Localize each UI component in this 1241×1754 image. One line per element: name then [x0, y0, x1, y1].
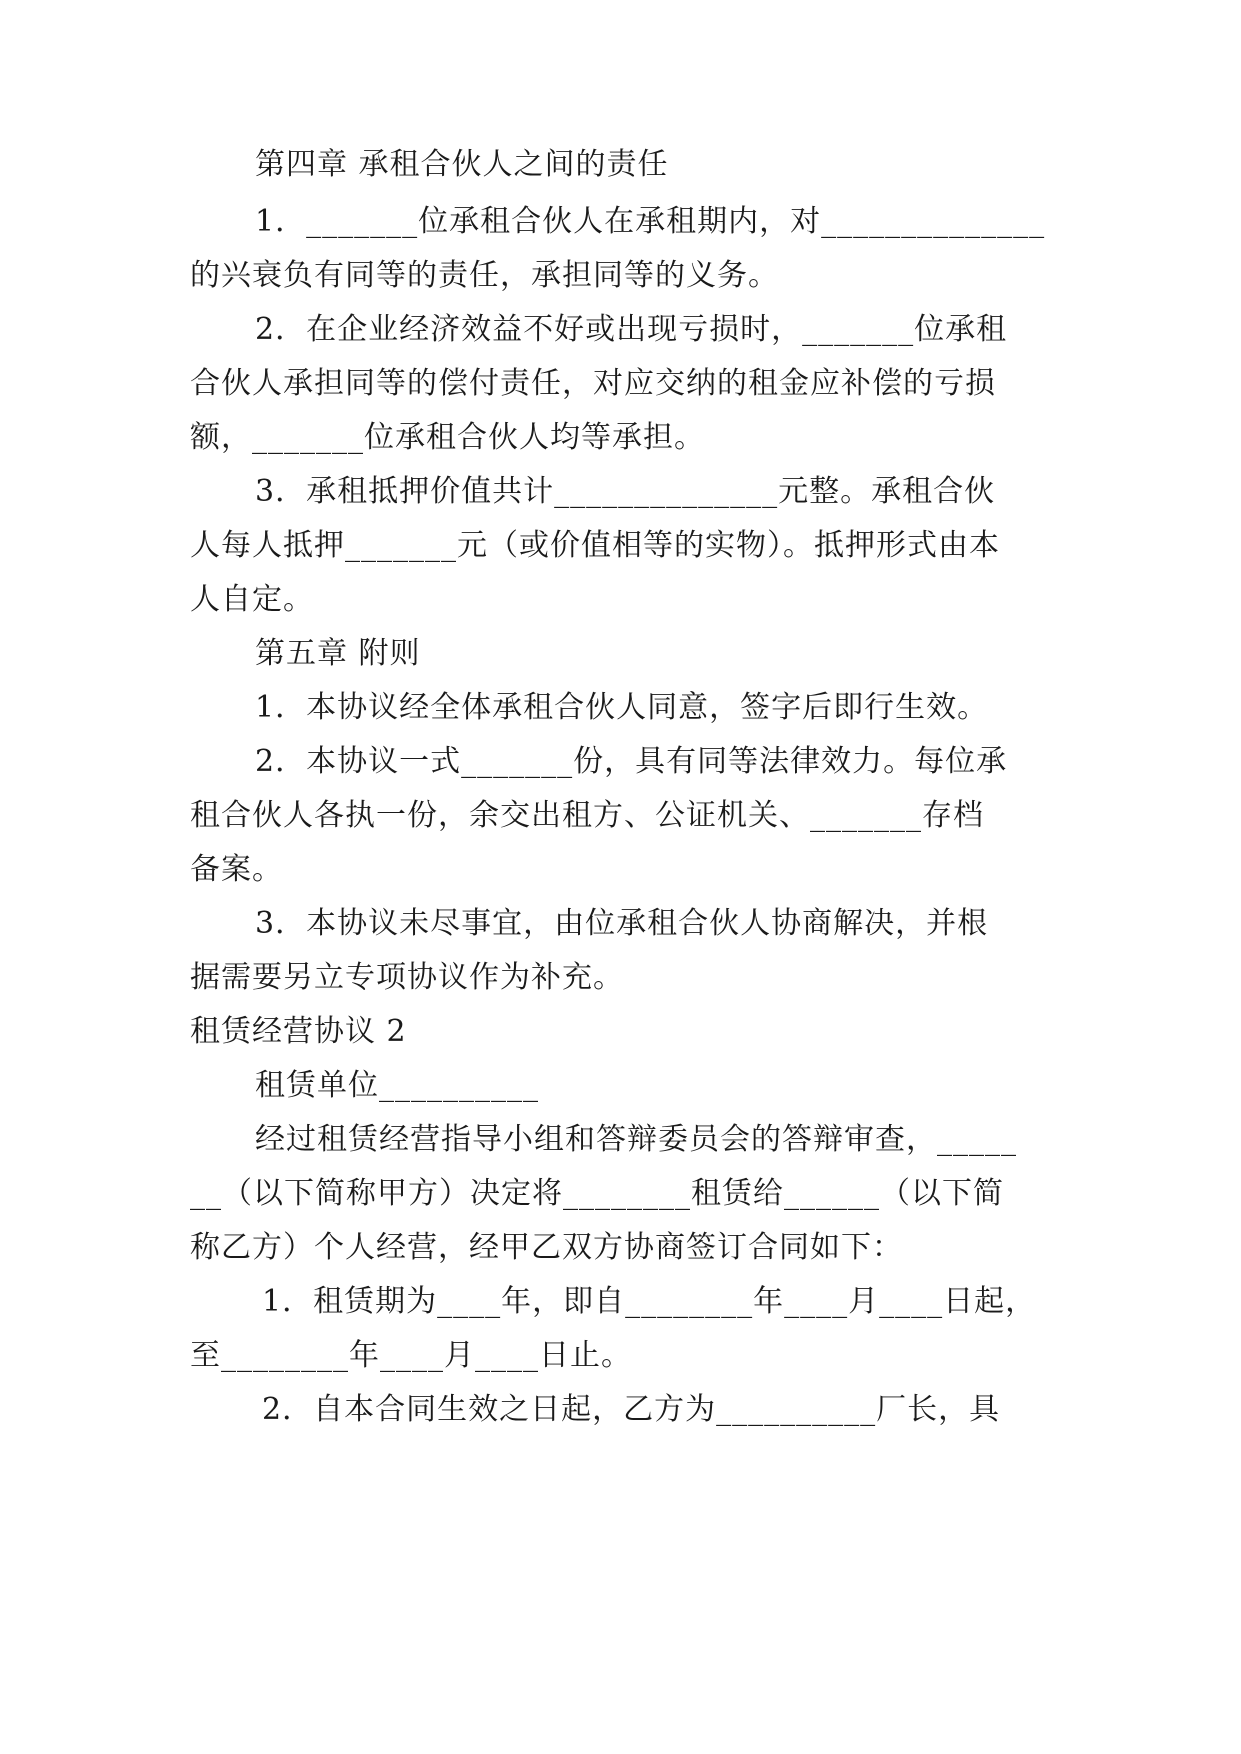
- chapter-5-clause-2-line-2: 租合伙人各执一份，余交出租方、公证机关、_______存档: [190, 798, 984, 833]
- chapter-4-clause-1-line-1: 1．_______位承租合伙人在承租期内，对______________: [255, 204, 1046, 239]
- chapter-5-clause-3-line-1: 3．本协议未尽事宜，由位承租合伙人协商解决，并根: [255, 906, 989, 941]
- chapter-4-clause-3-line-1: 3．承租抵押价值共计______________元整。承租合伙: [255, 474, 996, 509]
- chapter-5-heading: 第五章 附则: [255, 636, 421, 671]
- term-clause-line-1: 1．租赁期为____年，即自________年____月____日起，: [262, 1284, 1037, 1319]
- chapter-4-clause-3-line-3: 人自定。: [190, 582, 314, 617]
- chapter-4-clause-3-line-2: 人每人抵押_______元（或价值相等的实物）。抵押形式由本: [190, 528, 1000, 563]
- chapter-5-clause-1: 1．本协议经全体承租合伙人同意，签字后即行生效。: [255, 690, 989, 725]
- chapter-4-clause-2-line-1: 2．在企业经济效益不好或出现亏损时，_______位承租: [255, 312, 1008, 347]
- preamble-line-3: 称乙方）个人经营，经甲乙双方协商签订合同如下：: [190, 1230, 903, 1265]
- chapter-4-heading: 第四章 承租合伙人之间的责任: [255, 147, 669, 182]
- chapter-5-clause-2-line-1: 2．本协议一式_______份，具有同等法律效力。每位承: [255, 744, 1008, 779]
- preamble-line-1: 经过租赁经营指导小组和答辩委员会的答辩审查，_____: [255, 1122, 1017, 1157]
- manager-clause-line-1: 2．自本合同生效之日起，乙方为__________厂长，具: [262, 1392, 1001, 1427]
- chapter-4-clause-2-line-2: 合伙人承担同等的偿付责任，对应交纳的租金应补偿的亏损: [190, 366, 996, 401]
- chapter-4-clause-2-line-3: 额，_______位承租合伙人均等承担。: [190, 420, 705, 455]
- chapter-5-clause-3-line-2: 据需要另立专项协议作为补充。: [190, 960, 624, 995]
- lessee-unit-line: 租赁单位__________: [255, 1068, 539, 1103]
- term-clause-line-2: 至________年____月____日止。: [190, 1338, 632, 1373]
- chapter-4-clause-1-line-2: 的兴衰负有同等的责任，承担同等的义务。: [190, 258, 779, 293]
- preamble-line-2: __（以下简称甲方）决定将________租赁给______（以下简: [190, 1176, 1004, 1211]
- agreement-2-title: 租赁经营协议 2: [190, 1014, 407, 1049]
- chapter-5-clause-2-line-3: 备案。: [190, 852, 283, 887]
